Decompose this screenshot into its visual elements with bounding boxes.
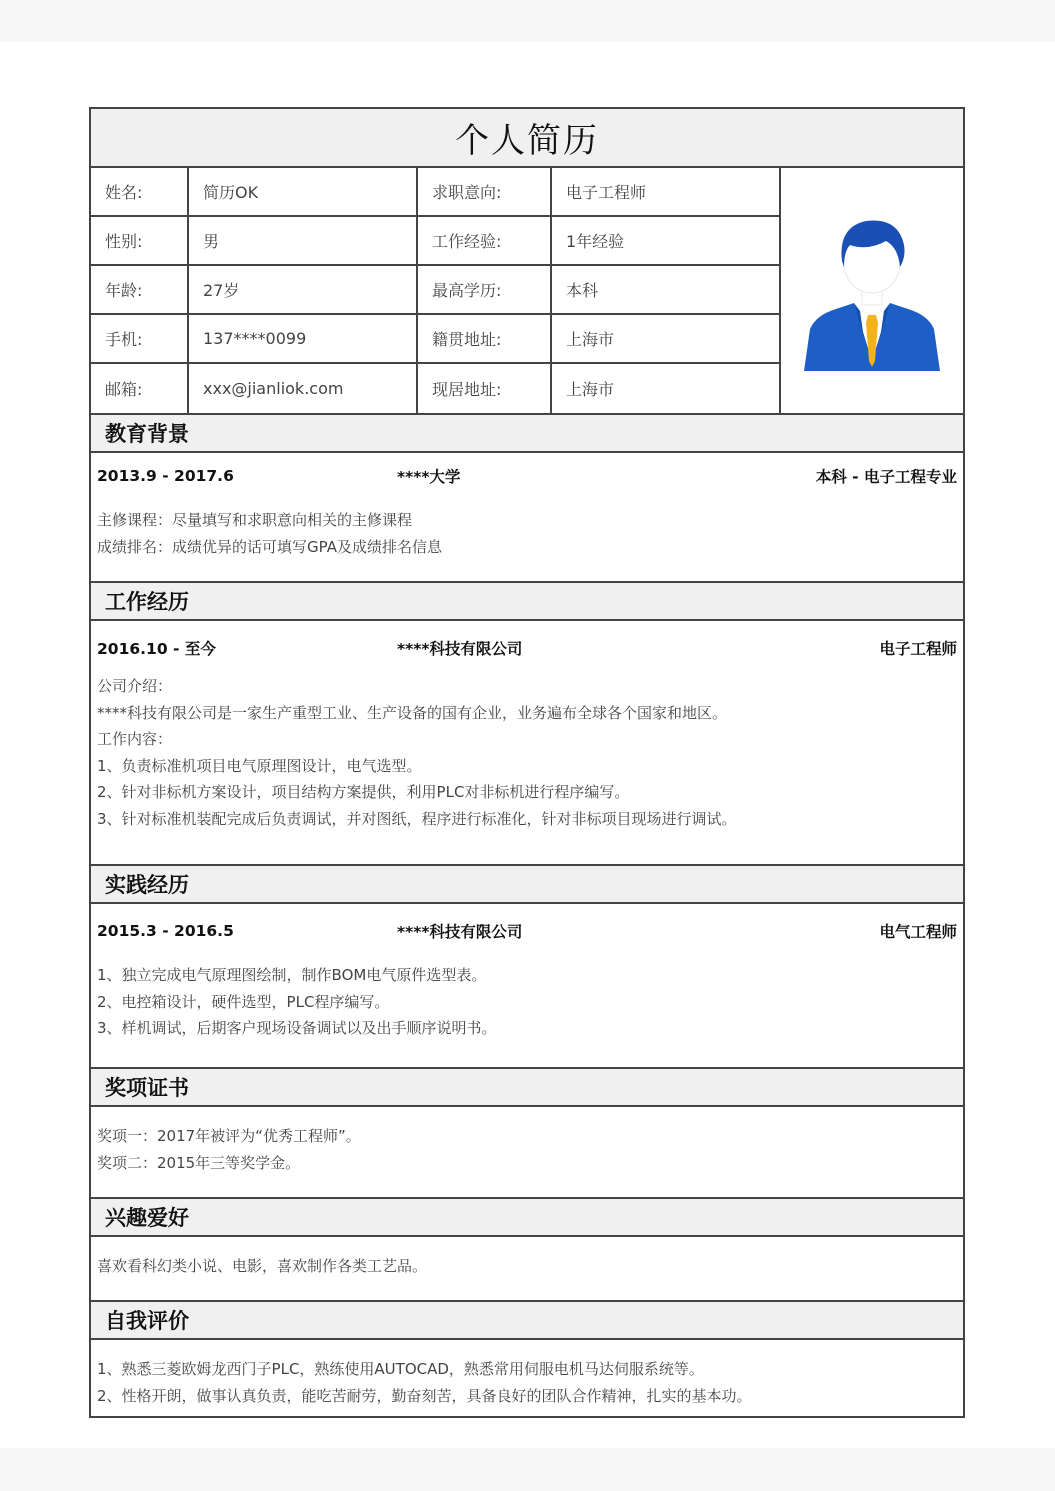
work-role: 电子工程师 xyxy=(879,640,957,658)
education-entry-header xyxy=(97,453,957,499)
practice-date: 2015.3 - 2016.5 xyxy=(97,922,234,940)
work-company: ****科技有限公司 xyxy=(397,640,523,658)
awards-heading: 奖项证书 xyxy=(91,1069,963,1107)
practice-heading: 实践经历 xyxy=(91,866,963,904)
phone-label: 手机: xyxy=(91,315,189,364)
self-eval-section xyxy=(91,1340,963,1409)
residence-value: 上海市 xyxy=(552,364,781,413)
award-line: 奖项一：2017年被评为“优秀工程师”。 xyxy=(97,1127,361,1145)
practice-section xyxy=(91,908,963,1069)
work-line: 2、针对非标机方案设计，项目结构方案提供，利用PLC对非标机进行程序编写。 xyxy=(97,783,630,801)
education-line: 主修课程：尽量填写和求职意向相关的主修课程 xyxy=(97,511,413,529)
basic-info-table xyxy=(91,168,963,415)
work-line: 1、负责标准机项目电气原理图设计，电气选型。 xyxy=(97,756,422,775)
practice-entry-header xyxy=(97,908,957,954)
education-level-value: 本科 xyxy=(552,266,781,315)
hobbies-section xyxy=(91,1237,963,1302)
hometown-label: 籍贯地址: xyxy=(418,315,552,364)
age-label: 年龄: xyxy=(91,266,189,315)
residence-label: 现居地址: xyxy=(418,364,552,413)
education-date: 2013.9 - 2017.6 xyxy=(97,467,234,485)
work-entry-header xyxy=(97,625,957,671)
email-value: xxx@jianliok.com xyxy=(189,364,418,413)
experience-value: 1年经验 xyxy=(552,217,781,266)
self-eval-heading: 自我评价 xyxy=(91,1302,963,1340)
work-heading: 工作经历 xyxy=(91,583,963,621)
work-section xyxy=(91,625,963,866)
work-line: 公司介绍： xyxy=(97,677,173,695)
email-label: 邮箱: xyxy=(91,364,189,413)
gender-label: 性别: xyxy=(91,217,189,266)
work-line: 工作内容： xyxy=(97,730,173,748)
age-value: 27岁 xyxy=(189,266,418,315)
practice-role: 电气工程师 xyxy=(879,923,957,941)
hometown-value: 上海市 xyxy=(552,315,781,364)
resume-sheet xyxy=(89,107,965,1418)
practice-line: 1、独立完成电气原理图绘制，制作BOM电气原件选型表。 xyxy=(97,966,487,984)
awards-section xyxy=(91,1107,963,1199)
practice-line: 3、样机调试，后期客户现场设备调试以及出手顺序说明书。 xyxy=(97,1019,497,1037)
work-line: ****科技有限公司是一家生产重型工业、生产设备的国有企业，业务遍布全球各个国家和地区。 xyxy=(97,703,728,722)
gender-value: 男 xyxy=(189,217,418,266)
job-intent-value: 电子工程师 xyxy=(552,168,781,217)
education-degree: 本科 - 电子工程专业 xyxy=(815,468,957,486)
education-level-label: 最高学历: xyxy=(418,266,552,315)
education-heading: 教育背景 xyxy=(91,415,963,453)
education-section xyxy=(91,453,963,583)
hobbies-heading: 兴趣爱好 xyxy=(91,1199,963,1237)
practice-line: 2、电控箱设计，硬件选型，PLC程序编写。 xyxy=(97,992,390,1011)
hobby-line: 喜欢看科幻类小说、电影，喜欢制作各类工艺品。 xyxy=(97,1257,428,1275)
resume-title: 个人简历 xyxy=(91,109,963,168)
self-eval-line: 2、性格开朗，做事认真负责，能吃苦耐劳，勤奋刻苦，具备良好的团队合作精神，扎实的基本功。 xyxy=(97,1386,752,1405)
work-line: 3、针对标准机装配完成后负责调试，并对图纸，程序进行标准化，针对非标项目现场进行调试。 xyxy=(97,809,737,828)
name-label: 姓名: xyxy=(91,168,189,217)
name-value: 简历OK xyxy=(189,168,418,217)
award-line: 奖项二：2015年三等奖学金。 xyxy=(97,1153,301,1172)
job-intent-label: 求职意向: xyxy=(418,168,552,217)
avatar xyxy=(781,168,963,413)
experience-label: 工作经验: xyxy=(418,217,552,266)
education-school: ****大学 xyxy=(397,468,461,486)
avatar-icon xyxy=(802,211,942,371)
education-line: 成绩排名：成绩优异的话可填写GPA及成绩排名信息 xyxy=(97,537,442,556)
phone-value: 137****0099 xyxy=(189,315,418,364)
work-date: 2016.10 - 至今 xyxy=(97,640,216,658)
practice-company: ****科技有限公司 xyxy=(397,923,523,941)
self-eval-line: 1、熟悉三菱欧姆龙西门子PLC，熟练使用AUTOCAD，熟悉常用伺服电机马达伺服系统等。 xyxy=(97,1360,704,1378)
